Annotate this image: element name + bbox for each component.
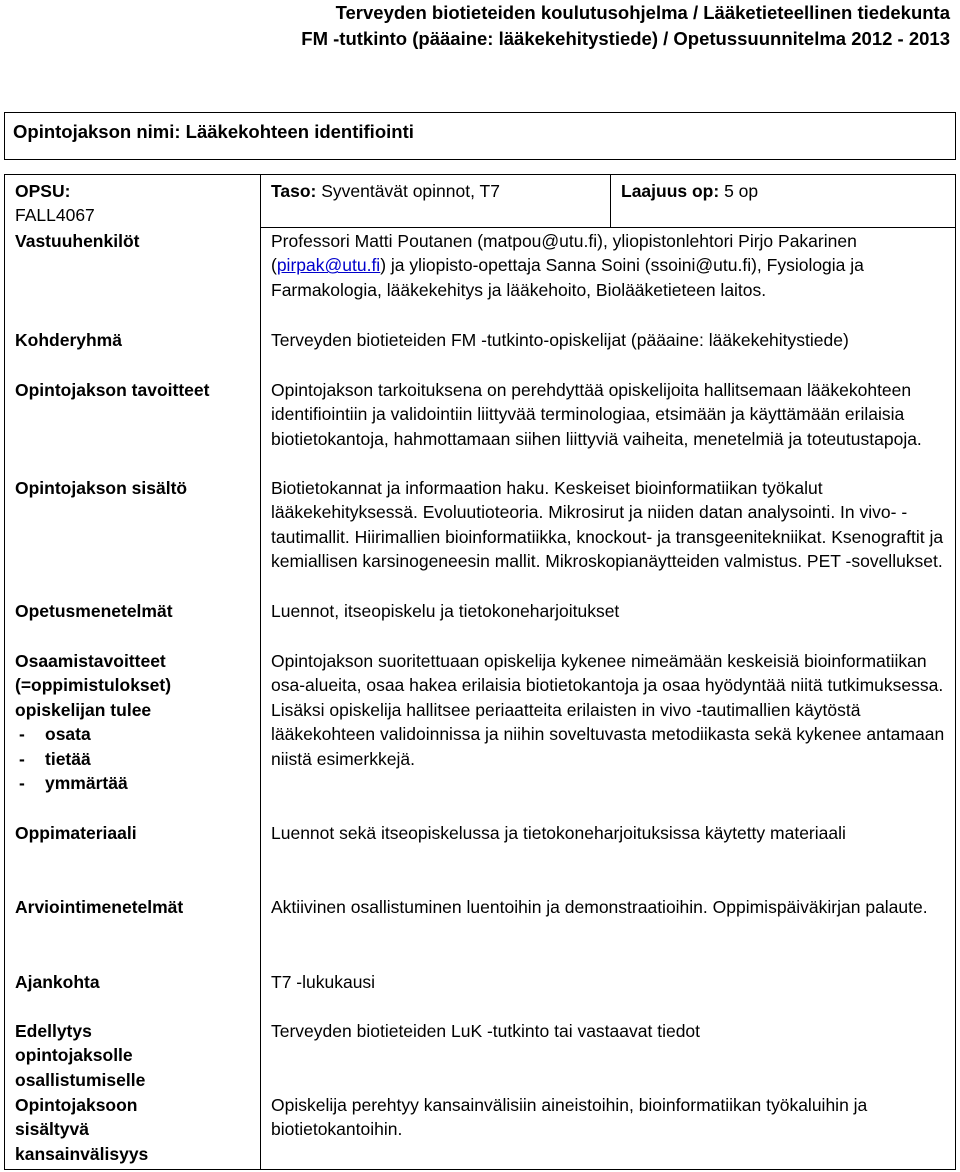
kansainvalisyys-label-line: sisältyvä — [15, 1119, 89, 1140]
tavoitteet-value: Opintojakson tarkoituksena on perehdyttää opiskelijoita hallitsemaan lääkekohteen identifiointiin ja validointiin liittyvää terminologiaa, etsimään ja käyttämään erilaisia biotietokantoja, hahmottamaan siihen liittyviä vaiheita, menetelmiä ja toteutustapoja. — [271, 380, 922, 449]
row-divider — [260, 227, 955, 228]
osaamistavoitteet-label-line: (=oppimistulokset) — [15, 675, 172, 696]
oppimateriaali-label: Oppimateriaali — [15, 823, 137, 843]
osaamistavoitteet-label-line: opiskelijan tulee — [15, 699, 152, 720]
email-link[interactable]: pirpak@utu.fi — [276, 255, 381, 276]
osaamistavoitteet-value: Opintojakson suoritettuaan opiskelija kykenee nimeämään keskeisiä bioinformatiikan osa-alueita, osaa hakea erilaisia biotietokantoja ja osaa hyödyntää niitä tutkimuksessa. Lisäksi opiskelija hallitsee periaatteita erilaisten in vivo -tautimallien käytöstä lääkekohteen validoinnissa ja niihin soveltuvasta metodiikasta sekä kykenee antamaan niistä esimerkkejä. — [271, 651, 945, 769]
vastuu-text-1: Professori Matti Poutanen (matpou@utu.fi), yliopistonlehtori Pirjo Pakarinen ( — [271, 231, 857, 276]
vastuu-value — [271, 229, 951, 302]
arviointi-label: Arviointimenetelmät — [15, 897, 184, 917]
kansainvalisyys-label — [15, 1093, 255, 1166]
column-divider-top — [610, 175, 611, 227]
laajuus-label: Laajuus op: — [621, 181, 720, 201]
kansainvalisyys-value: Opiskelija perehtyy kansainvälisiin aineistoihin, bioinformatiikan työkaluihin ja biotietokantoihin. — [271, 1095, 868, 1140]
kansainvalisyys-label-line: Opintojaksoon — [15, 1095, 138, 1115]
laajuus-value: 5 op — [724, 181, 759, 201]
header-line-2: FM -tutkinto (pääaine: lääkekehitystiede) / Opetussuunnitelma 2012 - 2013 — [301, 28, 950, 49]
course-name: Opintojakson nimi: Lääkekohteen identifiointi — [4, 112, 956, 160]
ajankohta-value: T7 -lukukausi — [271, 972, 376, 992]
document-header — [301, 0, 950, 52]
osaamistavoitteet-label-line: Osaamistavoitteet — [15, 651, 166, 671]
bullet-item: - osata — [15, 722, 255, 746]
oppimateriaali-value: Luennot sekä itseopiskelussa ja tietokoneharjoituksissa käytetty materiaali — [271, 823, 846, 843]
tavoitteet-label: Opintojakson tavoitteet — [15, 380, 210, 400]
edellytys-label-line: osallistumiselle — [15, 1069, 146, 1090]
opetusmenetelmat-value: Luennot, itseopiskelu ja tietokoneharjoitukset — [271, 601, 620, 621]
laajuus-cell — [621, 179, 941, 203]
edellytys-label-line: opintojaksolle — [15, 1045, 133, 1066]
opsu-cell — [15, 179, 255, 228]
column-divider — [260, 175, 261, 1170]
kohderyhma-label: Kohderyhmä — [15, 330, 122, 350]
taso-label: Taso: — [271, 181, 317, 201]
opsu-label: OPSU: — [15, 181, 71, 201]
vastuu-label: Vastuuhenkilöt — [15, 231, 140, 251]
header-line-1: Terveyden biotieteiden koulutusohjelma / Lääketieteellinen tiedekunta — [335, 2, 950, 23]
taso-value: Syventävät opinnot, T7 — [321, 181, 500, 201]
edellytys-label-line: Edellytys — [15, 1021, 92, 1041]
edellytys-value: Terveyden biotieteiden LuK -tutkinto tai vastaavat tiedot — [271, 1021, 701, 1041]
sisalto-label: Opintojakson sisältö — [15, 478, 188, 498]
kohderyhma-value: Terveyden biotieteiden FM -tutkinto-opiskelijat (pääaine: lääkekehitystiede) — [271, 330, 849, 350]
taso-cell — [271, 179, 601, 203]
opetusmenetelmat-label: Opetusmenetelmät — [15, 601, 173, 621]
curriculum-table — [4, 174, 956, 1170]
vastuu-text-2: ) ja yliopisto-opettaja Sanna Soini (ssoini@utu.fi), Fysiologia ja Farmakologia, lääkekehitys ja lääkehoito, Biolääketieteen laitos. — [271, 255, 864, 300]
ajankohta-label: Ajankohta — [15, 972, 100, 992]
arviointi-value: Aktiivinen osallistuminen luentoihin ja demonstraatioihin. Oppimispäiväkirjan palaute. — [271, 897, 928, 917]
osaamistavoitteet-label — [15, 649, 255, 795]
sisalto-value: Biotietokannat ja informaation haku. Keskeiset bioinformatiikan työkalut lääkekehityksessä. Evoluutioteoria. Mikrosirut ja niiden datan analysointi. In vivo- -tautimallit. Hiirimallien bioinformatiikka, knockout- ja transgeenitekniikat. Ksenograftit ja kemiallisen karsinogeneesin mallit. Mikroskopianäytteiden valmistus. PET -sovellukset. — [271, 478, 944, 572]
opsu-code: FALL4067 — [15, 205, 95, 226]
bullet-item: - tietää — [15, 747, 255, 771]
bullet-item: - ymmärtää — [15, 771, 255, 795]
edellytys-label — [15, 1019, 255, 1092]
kansainvalisyys-label-line: kansainvälisyys — [15, 1143, 149, 1164]
